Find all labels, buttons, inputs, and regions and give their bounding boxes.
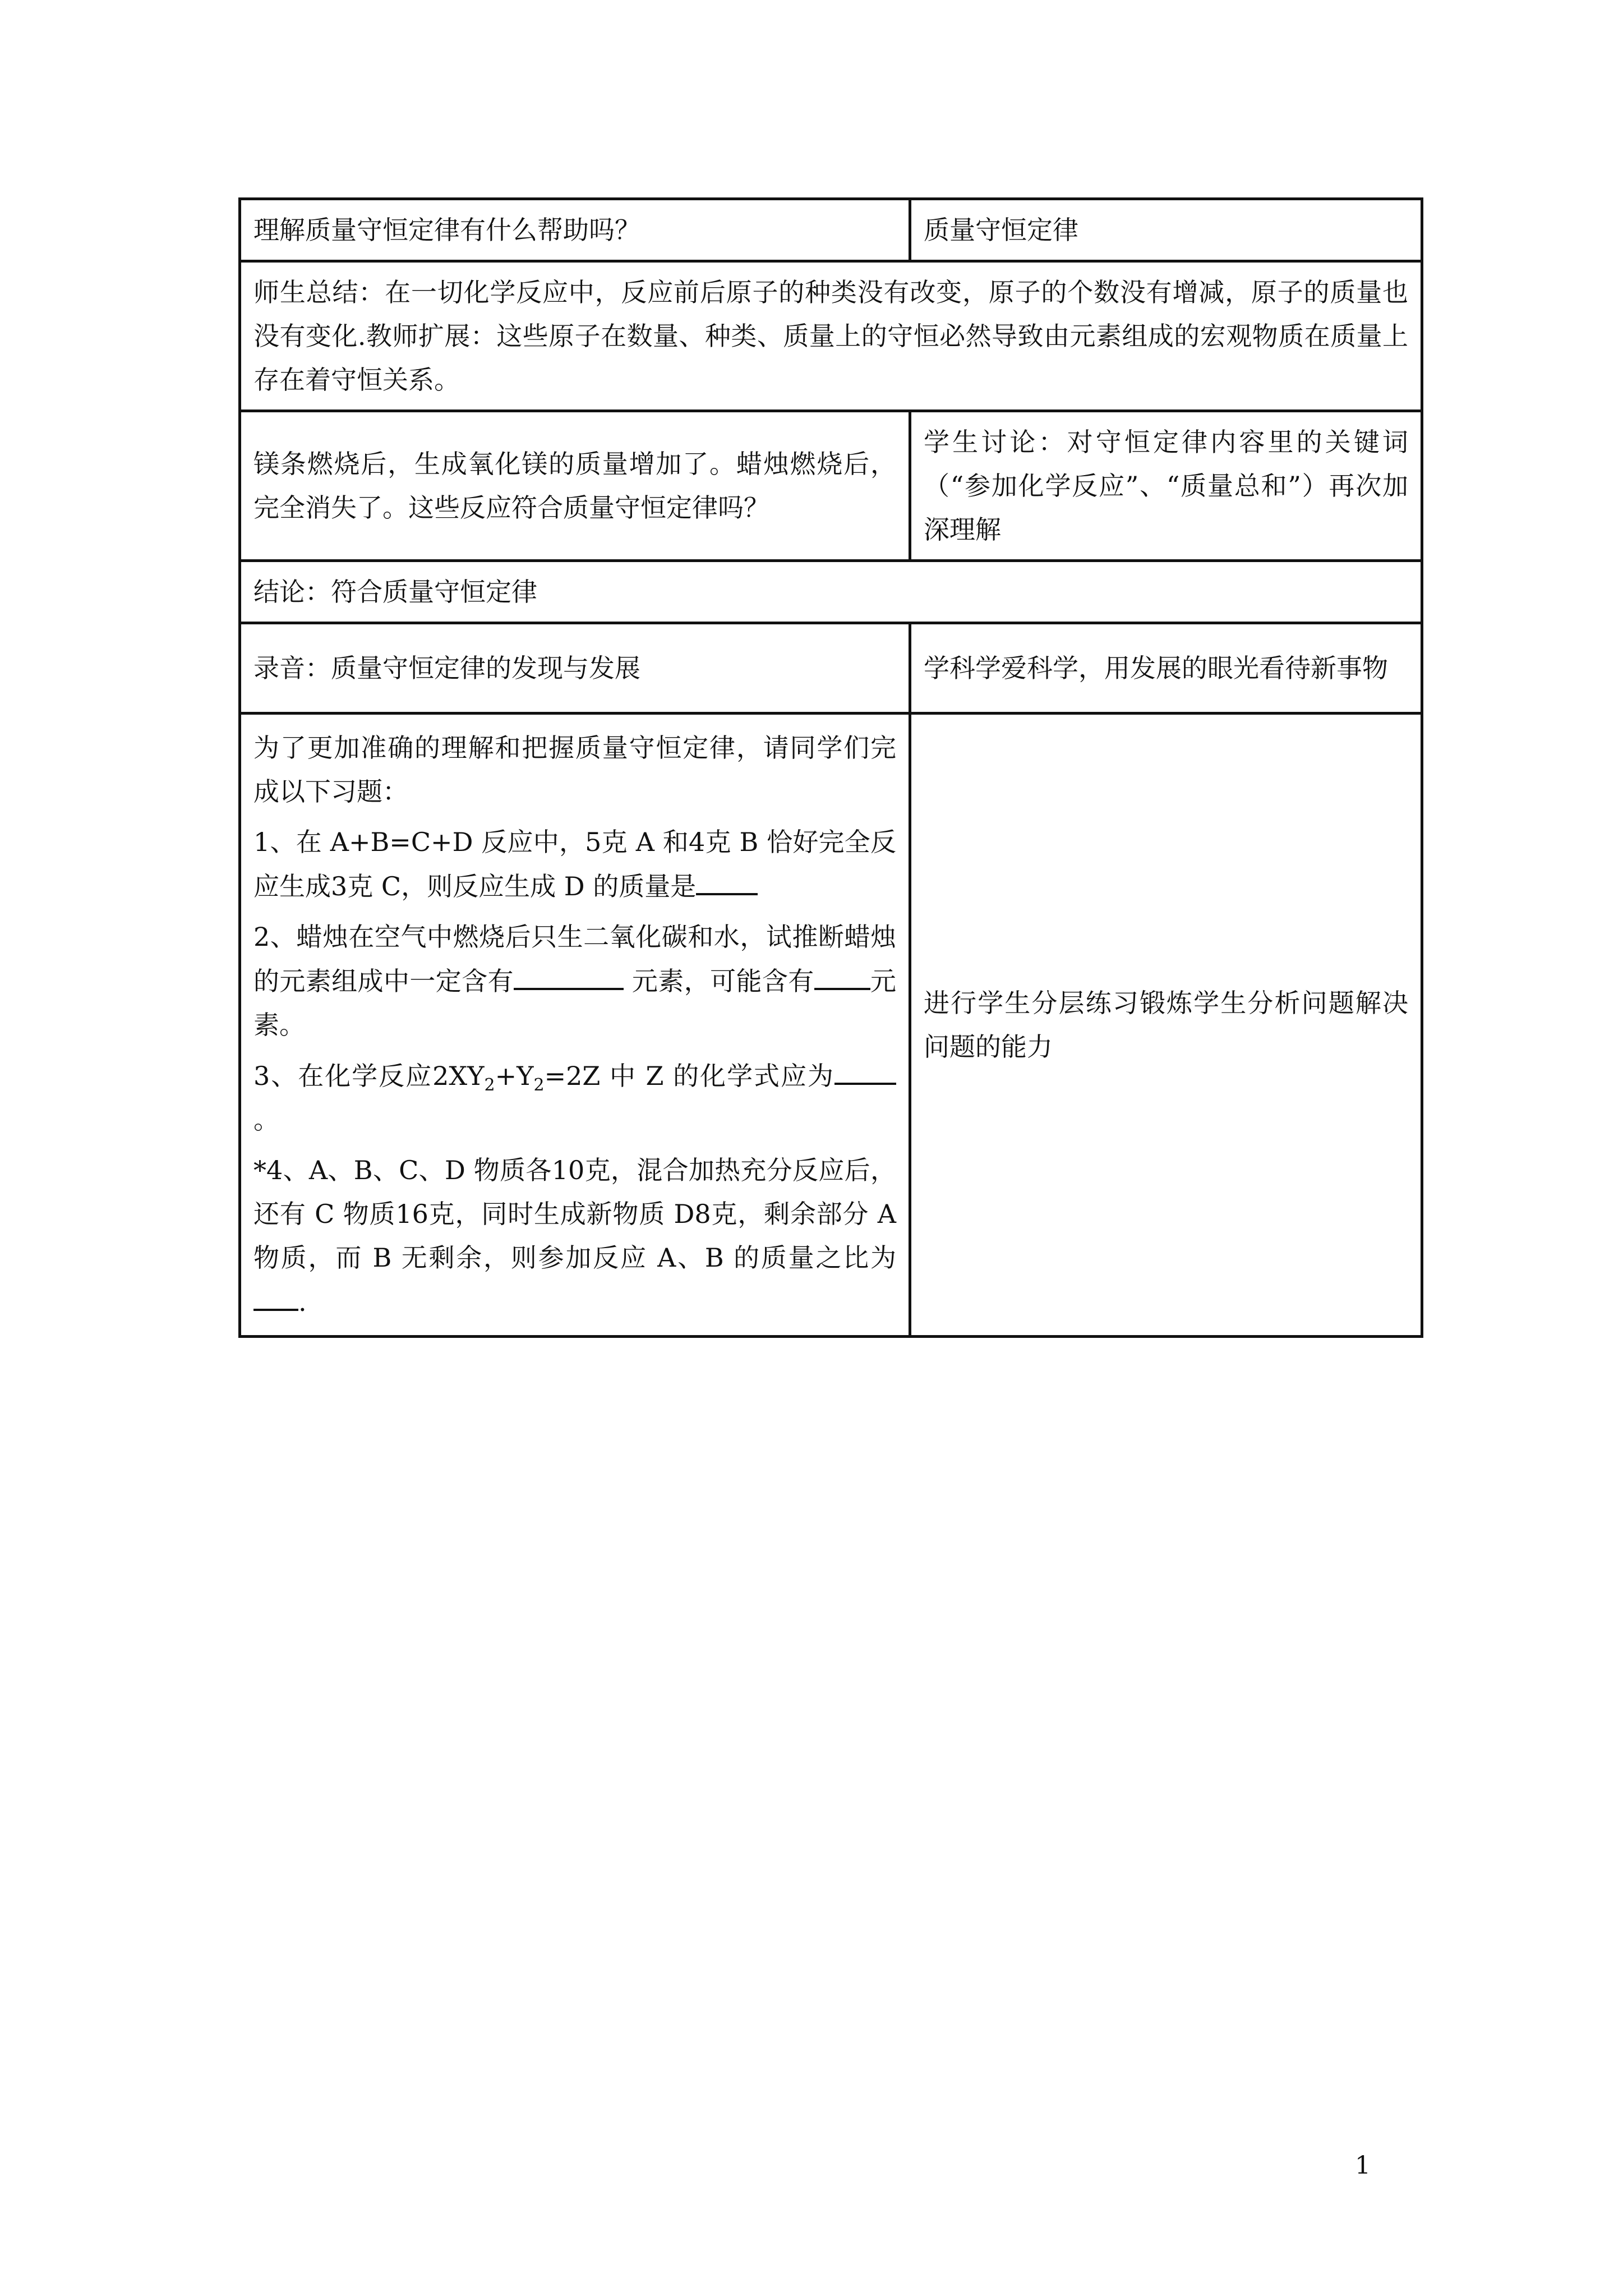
table-row — [240, 199, 1422, 261]
table-row — [240, 714, 1422, 1337]
exercise-question-2 — [253, 915, 896, 1047]
conclusion-cell: 结论：符合质量守恒定律 — [240, 561, 1422, 623]
exercise-question-1 — [253, 820, 896, 908]
question-text: 。 — [253, 1105, 279, 1135]
exercise-intro: 为了更加准确的理解和把握质量守恒定律，请同学们完成以下习题： — [253, 733, 896, 807]
question-text: =2Z 中 Z 的化学式应为 — [544, 1061, 834, 1091]
question-text: *4、A、B、C、D 物质各10克，混合加热充分反应后，还有 C 物质16克，同时生成新物质 D8克，剩余部分 A 物质，而 B 无剩余，则参加反应 A、B 的质量之比为 — [253, 1155, 896, 1273]
discussion-cell: 学生讨论：对守恒定律内容里的关键词（“参加化学反应”、“质量总和”）再次加深理解 — [910, 411, 1422, 561]
exercise-question-4 — [253, 1148, 896, 1324]
table-row — [240, 623, 1422, 714]
question-text: +Y — [495, 1061, 534, 1091]
answer-blank[interactable] — [696, 864, 758, 895]
topic-cell: 质量守恒定律 — [910, 199, 1422, 261]
answer-blank[interactable] — [834, 1053, 896, 1085]
answer-blank[interactable] — [253, 1280, 298, 1311]
lesson-plan-table — [238, 197, 1423, 1338]
exercise-question-3 — [253, 1053, 896, 1142]
subscript: 2 — [533, 1075, 545, 1096]
question-text: 3、在化学反应2XY — [253, 1061, 485, 1091]
summary-cell: 师生总结：在一切化学反应中，反应前后原子的种类没有改变，原子的个数没有增减，原子的质量也没有变化.教师扩展：这些原子在数量、种类、质量上的守恒必然导致由元素组成的宏观物质在质量上存在着守恒关系。 — [240, 261, 1422, 411]
question-text: 1、在 A+B=C+D 反应中，5克 A 和4克 B 恰好完全反应生成3克 C，则反应生成 D 的质量是 — [253, 827, 896, 901]
exercise-cell — [240, 714, 910, 1337]
question-text: 元素，可能含有 — [623, 966, 814, 996]
table-row — [240, 411, 1422, 561]
question-text: 2、蜡烛在空气中燃烧后只生二氧化碳和水，试推断蜡烛的元素组成中一定含有 — [253, 922, 896, 996]
answer-blank[interactable] — [814, 959, 870, 990]
table-row — [240, 561, 1422, 623]
answer-blank[interactable] — [514, 959, 624, 990]
question-text: 元素。 — [253, 966, 897, 1040]
question-text: . — [298, 1287, 307, 1317]
goal-cell: 学科学爱科学，用发展的眼光看待新事物 — [910, 623, 1422, 714]
subscript: 2 — [484, 1075, 495, 1096]
practice-goal-cell: 进行学生分层练习锻炼学生分析问题解决问题的能力 — [910, 714, 1422, 1337]
question-cell: 镁条燃烧后，生成氧化镁的质量增加了。蜡烛燃烧后，完全消失了。这些反应符合质量守恒定律吗？ — [240, 411, 910, 561]
question-cell: 理解质量守恒定律有什么帮助吗？ — [240, 199, 910, 261]
recording-cell: 录音：质量守恒定律的发现与发展 — [240, 623, 910, 714]
table-row — [240, 261, 1422, 411]
page-number: 1 — [1355, 2151, 1371, 2180]
